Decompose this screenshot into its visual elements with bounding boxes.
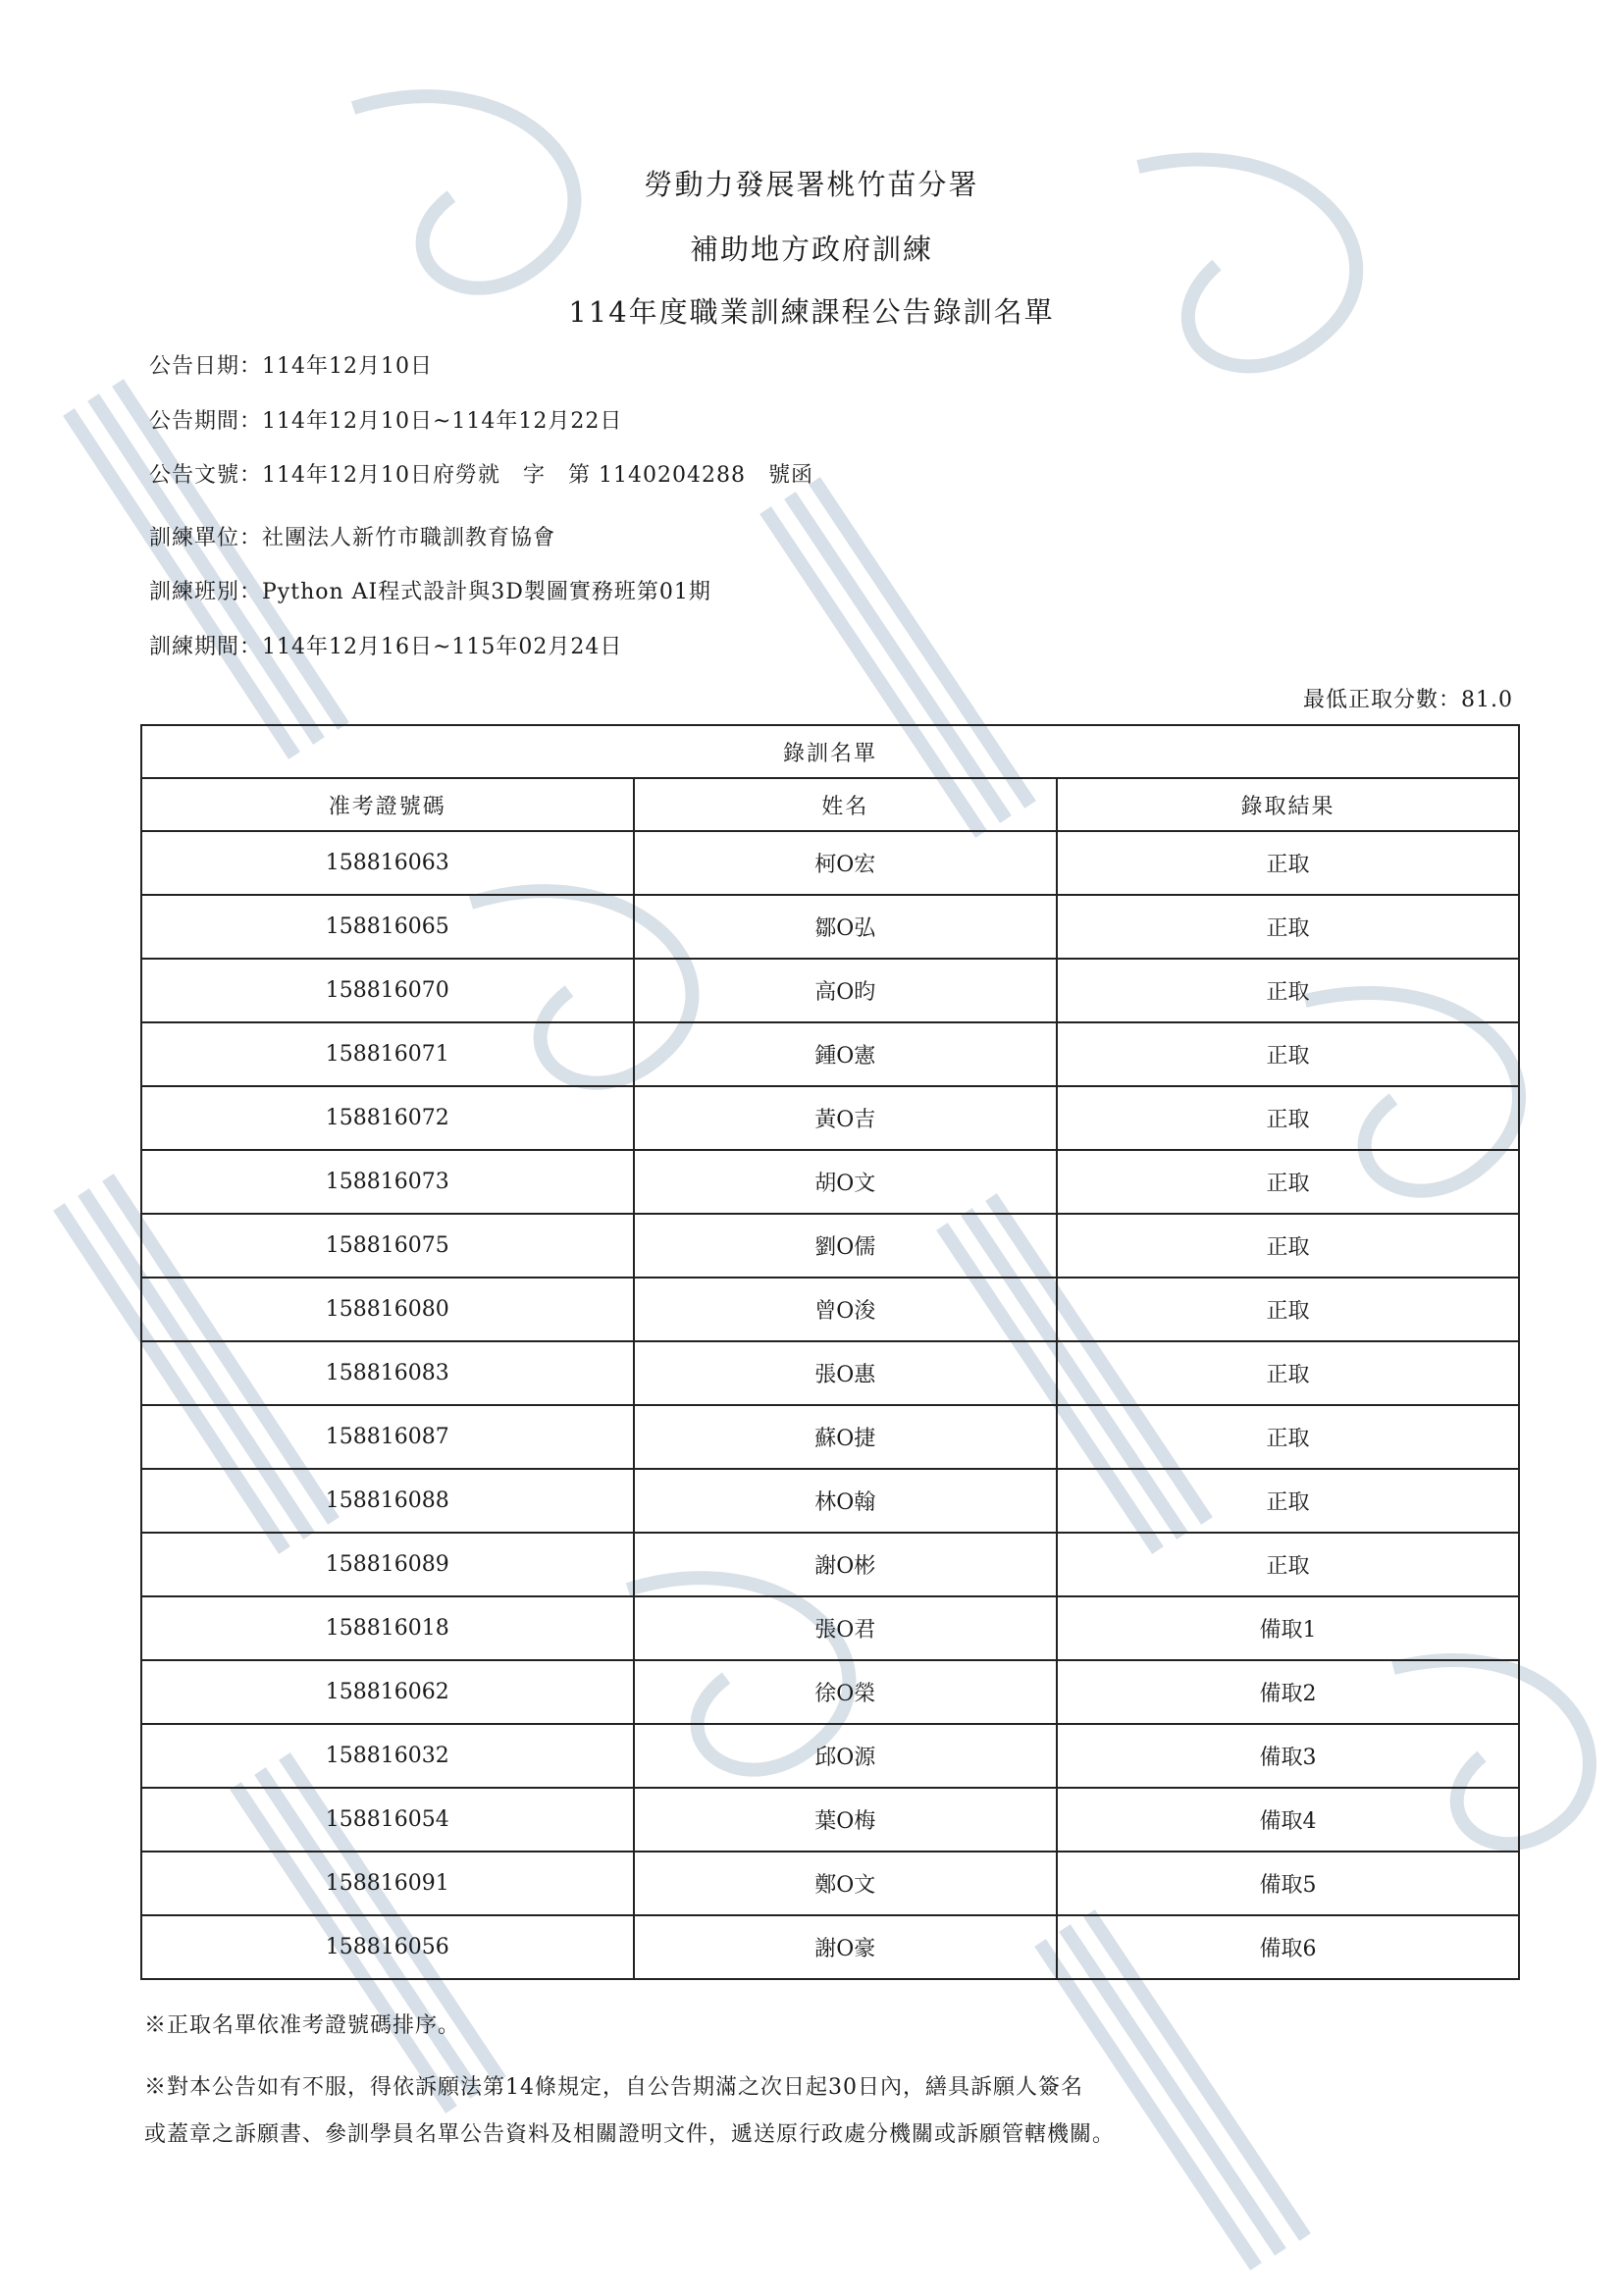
name-cell: 謝O彬 [634, 1533, 1057, 1596]
appeal-note-line2: 或蓋章之訴願書、參訓學員名單公告資料及相關證明文件，遞送原行政處分機關或訴願管轄機關。 [144, 2122, 1116, 2147]
name-cell: 高O昀 [634, 959, 1057, 1022]
table-caption: 錄訓名單 [141, 725, 1519, 778]
exam-id-cell: 158816089 [141, 1533, 634, 1596]
name-cell: 張O君 [634, 1596, 1057, 1660]
result-cell: 備取6 [1057, 1915, 1519, 1979]
result-cell: 備取4 [1057, 1788, 1519, 1852]
announce-period: 公告期間：114年12月10日~114年12月22日 [149, 409, 623, 434]
exam-id-cell: 158816062 [141, 1660, 634, 1724]
table-row [141, 1915, 1519, 1979]
name-cell: 胡O文 [634, 1150, 1057, 1214]
table-row [141, 895, 1519, 959]
sort-note: ※正取名單依准考證號碼排序。 [144, 2013, 461, 2038]
table-row [141, 959, 1519, 1022]
result-cell: 正取 [1057, 1405, 1519, 1469]
exam-id-cell: 158816056 [141, 1915, 634, 1979]
result-cell: 正取 [1057, 895, 1519, 959]
table-row [141, 1022, 1519, 1086]
result-cell: 正取 [1057, 1022, 1519, 1086]
name-cell: 徐O榮 [634, 1660, 1057, 1724]
table-row [141, 831, 1519, 895]
exam-id-cell: 158816070 [141, 959, 634, 1022]
name-cell: 曾O浚 [634, 1278, 1057, 1341]
announce-date: 公告日期：114年12月10日 [149, 354, 433, 379]
agency-title: 勞動力發展署桃竹苗分署 [644, 168, 979, 201]
name-cell: 鍾O憲 [634, 1022, 1057, 1086]
name-cell: 鄭O文 [634, 1852, 1057, 1915]
table-row [141, 1405, 1519, 1469]
table-row [141, 1469, 1519, 1533]
name-cell: 黃O吉 [634, 1086, 1057, 1150]
result-cell: 正取 [1057, 831, 1519, 895]
name-cell: 邱O源 [634, 1724, 1057, 1788]
table-row [141, 1278, 1519, 1341]
name-cell: 鄒O弘 [634, 895, 1057, 959]
table-row [141, 1341, 1519, 1405]
result-cell: 正取 [1057, 1533, 1519, 1596]
name-cell: 林O翰 [634, 1469, 1057, 1533]
header-result: 錄取結果 [1057, 778, 1519, 831]
table-row [141, 1852, 1519, 1915]
training-unit: 訓練單位：社團法人新竹市職訓教育協會 [149, 526, 556, 550]
exam-id-cell: 158816032 [141, 1724, 634, 1788]
result-cell: 正取 [1057, 1341, 1519, 1405]
admission-table [140, 724, 1520, 1980]
result-cell: 正取 [1057, 1214, 1519, 1278]
result-cell: 備取5 [1057, 1852, 1519, 1915]
header-name: 姓名 [634, 778, 1057, 831]
table-row [141, 1086, 1519, 1150]
table-row [141, 1596, 1519, 1660]
result-cell: 備取2 [1057, 1660, 1519, 1724]
exam-id-cell: 158816073 [141, 1150, 634, 1214]
name-cell: 蘇O捷 [634, 1405, 1057, 1469]
program-title: 補助地方政府訓練 [689, 233, 933, 266]
exam-id-cell: 158816054 [141, 1788, 634, 1852]
exam-id-cell: 158816075 [141, 1214, 634, 1278]
exam-id-cell: 158816083 [141, 1341, 634, 1405]
exam-id-cell: 158816080 [141, 1278, 634, 1341]
appeal-note-line1: ※對本公告如有不服，得依訴願法第14條規定，自公告期滿之次日起30日內，繕具訴願人簽名 [144, 2075, 1083, 2100]
exam-id-cell: 158816072 [141, 1086, 634, 1150]
table-row [141, 1150, 1519, 1214]
exam-id-cell: 158816071 [141, 1022, 634, 1086]
table-row [141, 1214, 1519, 1278]
result-cell: 正取 [1057, 959, 1519, 1022]
result-cell: 備取3 [1057, 1724, 1519, 1788]
name-cell: 張O惠 [634, 1341, 1057, 1405]
name-cell: 劉O儒 [634, 1214, 1057, 1278]
table-row [141, 1660, 1519, 1724]
result-cell: 備取1 [1057, 1596, 1519, 1660]
exam-id-cell: 158816018 [141, 1596, 634, 1660]
exam-id-cell: 158816091 [141, 1852, 634, 1915]
name-cell: 謝O豪 [634, 1915, 1057, 1979]
result-cell: 正取 [1057, 1469, 1519, 1533]
exam-id-cell: 158816065 [141, 895, 634, 959]
name-cell: 柯O宏 [634, 831, 1057, 895]
table-row [141, 1788, 1519, 1852]
training-period: 訓練期間：114年12月16日~115年02月24日 [149, 635, 623, 659]
name-cell: 葉O梅 [634, 1788, 1057, 1852]
table-row [141, 1533, 1519, 1596]
exam-id-cell: 158816087 [141, 1405, 634, 1469]
table-row [141, 1724, 1519, 1788]
result-cell: 正取 [1057, 1278, 1519, 1341]
header-exam-id: 准考證號碼 [141, 778, 634, 831]
announce-doc-number: 公告文號：114年12月10日府勞就 字 第 1140204288 號函 [149, 463, 813, 488]
list-title: 114年度職業訓練課程公告錄訓名單 [568, 295, 1055, 329]
min-score: 最低正取分數：81.0 [1303, 688, 1513, 712]
result-cell: 正取 [1057, 1150, 1519, 1214]
training-class: 訓練班別：Python AI程式設計與3D製圖實務班第01期 [149, 580, 711, 604]
exam-id-cell: 158816088 [141, 1469, 634, 1533]
exam-id-cell: 158816063 [141, 831, 634, 895]
result-cell: 正取 [1057, 1086, 1519, 1150]
